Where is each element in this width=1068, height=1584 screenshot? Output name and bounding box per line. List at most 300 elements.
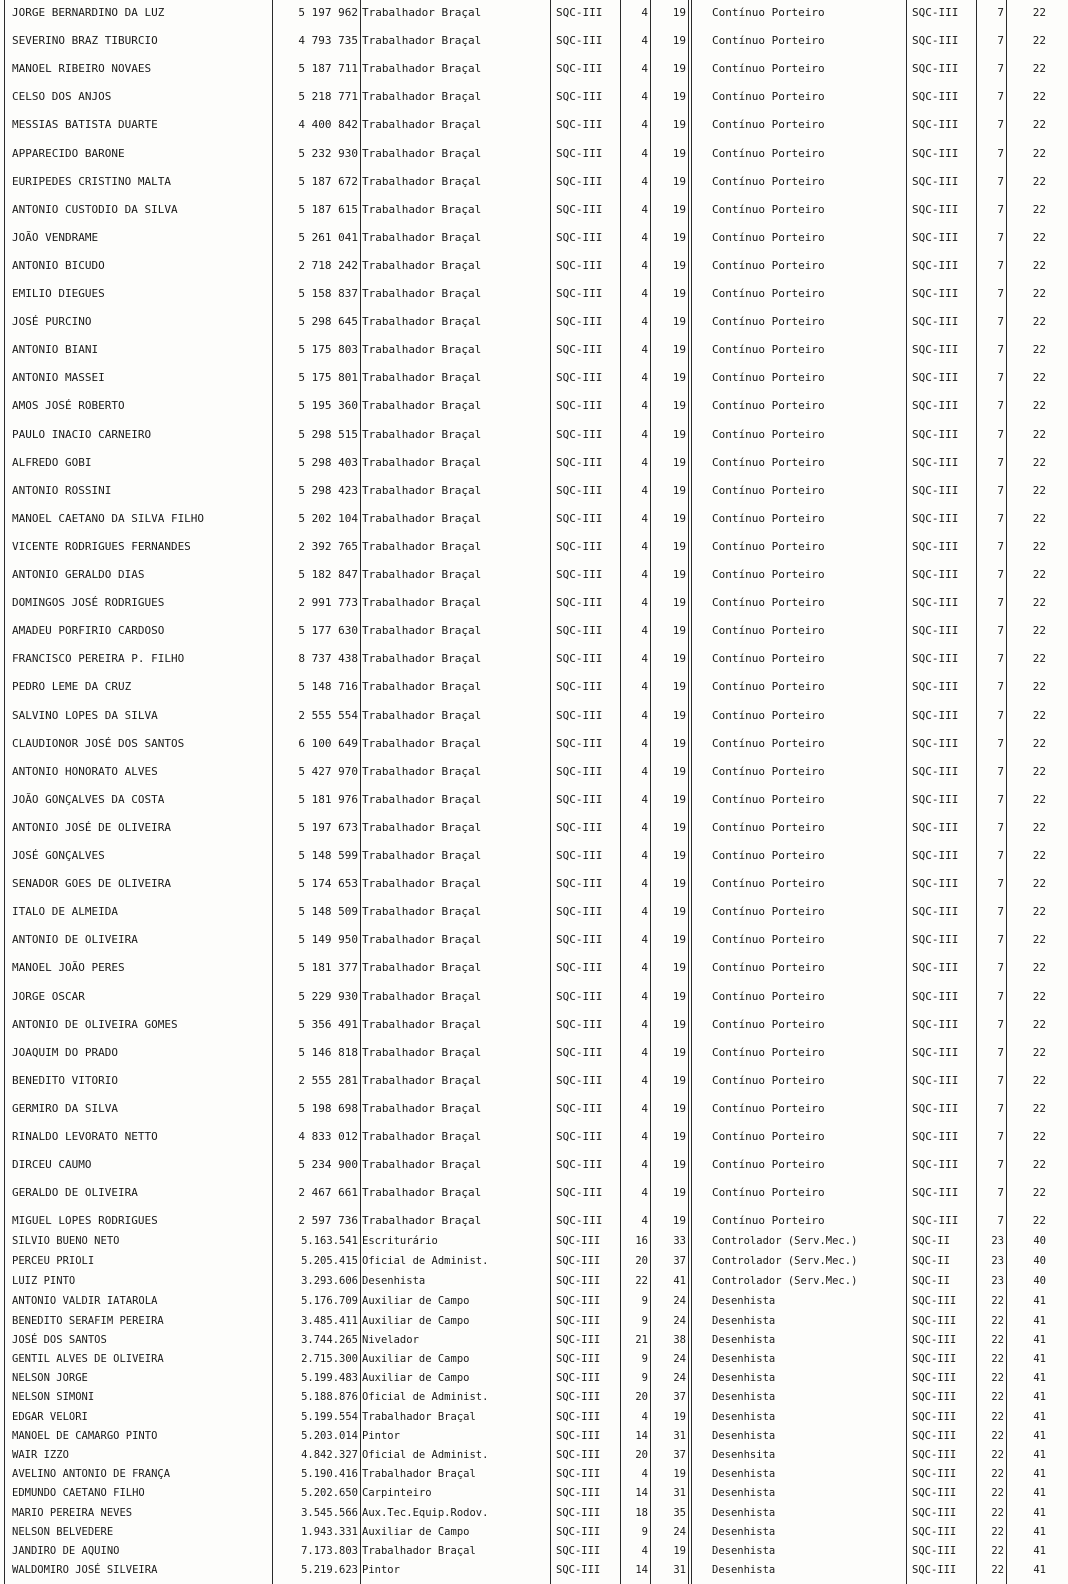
new-amount: 22 xyxy=(1032,34,1046,48)
old-position: Oficial de Administ. xyxy=(362,1391,489,1404)
registration-number: 5 232 930 xyxy=(298,146,358,160)
registration-number: 5 148 716 xyxy=(298,680,358,694)
old-series: SQC-III xyxy=(556,511,603,525)
new-amount: 22 xyxy=(1032,961,1046,975)
new-reference: 7 xyxy=(997,1101,1004,1115)
new-position: Contínuo Porteiro xyxy=(712,62,825,76)
old-reference: 14 xyxy=(635,1429,648,1442)
new-reference: 7 xyxy=(997,1130,1004,1143)
employee-name: SENADOR GOES DE OLIVEIRA xyxy=(12,877,171,891)
employee-name: BENEDITO VITORIO xyxy=(12,1073,118,1087)
new-reference: 7 xyxy=(997,258,1004,272)
new-series: SQC-III xyxy=(912,961,959,975)
old-amount: 19 xyxy=(672,6,686,19)
new-series: SQC-III xyxy=(912,315,959,329)
old-position: Trabalhador Braçal xyxy=(362,764,482,778)
old-series: SQC-III xyxy=(556,1468,601,1481)
new-position: Desenhista xyxy=(712,1372,776,1385)
new-reference: 7 xyxy=(997,6,1004,19)
old-position: Trabalhador Braçal xyxy=(362,146,482,160)
old-amount: 19 xyxy=(672,989,686,1003)
new-position: Contínuo Porteiro xyxy=(712,483,825,497)
old-reference: 9 xyxy=(641,1372,648,1385)
old-series: SQC-III xyxy=(556,1101,603,1115)
registration-number: 3.545.566 xyxy=(301,1506,358,1519)
column-rule xyxy=(550,0,551,1584)
old-amount: 19 xyxy=(672,1214,686,1228)
new-series: SQC-III xyxy=(912,427,959,441)
new-amount: 41 xyxy=(1033,1410,1046,1423)
employee-name: JOSÉ PURCINO xyxy=(12,315,92,329)
employee-name: MANOEL CAETANO DA SILVA FILHO xyxy=(12,511,205,525)
old-amount: 31 xyxy=(673,1429,686,1442)
old-position: Trabalhador Braçal xyxy=(362,680,482,694)
old-series: SQC-III xyxy=(556,624,603,638)
old-position: Auxiliar de Campo xyxy=(362,1525,470,1538)
new-series: SQC-III xyxy=(912,287,959,300)
old-reference: 4 xyxy=(641,230,648,244)
new-position: Contínuo Porteiro xyxy=(712,34,825,48)
old-series: SQC-III xyxy=(556,146,603,160)
old-amount: 31 xyxy=(673,1564,686,1577)
new-position: Contínuo Porteiro xyxy=(712,736,825,750)
registration-number: 5 175 803 xyxy=(298,343,358,357)
old-series: SQC-III xyxy=(556,1506,601,1519)
old-position: Auxiliar de Campo xyxy=(362,1314,470,1327)
registration-number: 5 187 615 xyxy=(298,202,358,216)
old-amount: 19 xyxy=(672,1017,686,1031)
new-reference: 7 xyxy=(997,146,1004,160)
new-reference: 7 xyxy=(997,849,1004,862)
old-series: SQC-III xyxy=(556,905,603,919)
new-amount: 22 xyxy=(1032,399,1046,413)
new-reference: 7 xyxy=(997,174,1004,188)
new-amount: 22 xyxy=(1032,62,1046,76)
new-amount: 40 xyxy=(1033,1235,1046,1248)
old-position: Trabalhador Braçal xyxy=(362,483,482,497)
new-reference: 22 xyxy=(991,1468,1004,1481)
old-position: Trabalhador Braçal xyxy=(362,820,482,834)
old-reference: 4 xyxy=(641,371,648,385)
new-position: Contínuo Porteiro xyxy=(712,820,825,834)
registration-number: 5.176.709 xyxy=(301,1295,358,1308)
employee-name: PEDRO LEME DA CRUZ xyxy=(12,680,132,694)
employee-name: JOAQUIM DO PRADO xyxy=(12,1045,118,1059)
old-reference: 4 xyxy=(641,258,648,272)
employee-name: JORGE BERNARDINO DA LUZ xyxy=(12,6,165,19)
old-series: SQC-III xyxy=(556,989,603,1003)
new-position: Contínuo Porteiro xyxy=(712,6,825,19)
old-reference: 4 xyxy=(641,118,648,132)
old-position: Trabalhador Braçal xyxy=(362,1017,482,1031)
new-position: Contínuo Porteiro xyxy=(712,1158,825,1172)
old-position: Trabalhador Braçal xyxy=(362,1130,482,1143)
registration-number: 5 158 837 xyxy=(298,287,358,300)
employee-name: MANOEL DE CAMARGO PINTO xyxy=(12,1429,158,1442)
old-series: SQC-III xyxy=(556,6,603,19)
new-position: Contínuo Porteiro xyxy=(712,146,825,160)
column-rule xyxy=(688,0,689,1584)
registration-number: 8 737 438 xyxy=(298,652,358,666)
old-amount: 35 xyxy=(673,1506,686,1519)
registration-number: 4 833 012 xyxy=(298,1130,358,1143)
old-reference: 4 xyxy=(641,202,648,216)
new-series: SQC-III xyxy=(912,90,959,104)
employee-name: SEVERINO BRAZ TIBURCIO xyxy=(12,34,158,48)
new-position: Desenhista xyxy=(712,1391,776,1404)
registration-number: 5 195 360 xyxy=(298,399,358,413)
new-series: SQC-III xyxy=(912,511,959,525)
employee-name: MIGUEL LOPES RODRIGUES xyxy=(12,1214,158,1228)
old-amount: 24 xyxy=(673,1314,686,1327)
new-reference: 22 xyxy=(991,1429,1004,1442)
new-series: SQC-III xyxy=(912,652,959,666)
new-reference: 7 xyxy=(997,989,1004,1003)
new-reference: 7 xyxy=(997,1045,1004,1059)
old-series: SQC-III xyxy=(556,1235,601,1248)
new-amount: 22 xyxy=(1032,933,1046,947)
employee-name: ANTONIO DE OLIVEIRA xyxy=(12,933,138,947)
old-amount: 19 xyxy=(672,877,686,891)
registration-number: 7.173.803 xyxy=(301,1545,358,1557)
new-reference: 22 xyxy=(991,1314,1004,1327)
new-amount: 40 xyxy=(1033,1275,1046,1288)
new-amount: 41 xyxy=(1033,1468,1046,1481)
column-rule xyxy=(4,0,5,1584)
old-amount: 19 xyxy=(672,343,686,357)
old-amount: 19 xyxy=(672,427,686,441)
old-amount: 19 xyxy=(672,905,686,919)
old-reference: 4 xyxy=(641,877,648,891)
employee-name: ANTONIO BICUDO xyxy=(12,258,105,272)
registration-number: 3.293.606 xyxy=(301,1275,358,1288)
old-amount: 19 xyxy=(672,792,686,806)
new-series: SQC-III xyxy=(912,1468,957,1481)
old-reference: 4 xyxy=(641,708,648,722)
old-position: Escriturário xyxy=(362,1235,438,1248)
new-position: Contínuo Porteiro xyxy=(712,90,825,104)
employee-name: SALVINO LOPES DA SILVA xyxy=(12,708,158,722)
old-position: Trabalhador Braçal xyxy=(362,624,482,638)
registration-number: 5 198 698 xyxy=(298,1101,358,1115)
employee-name: JANDIRO DE AQUINO xyxy=(12,1545,120,1557)
new-amount: 22 xyxy=(1032,764,1046,778)
old-position: Trabalhador Braçal xyxy=(362,1410,476,1423)
employee-name: RINALDO LEVORATO NETTO xyxy=(12,1130,158,1143)
old-position: Trabalhador Braçal xyxy=(362,230,482,244)
old-reference: 4 xyxy=(641,62,648,76)
old-amount: 19 xyxy=(672,933,686,947)
old-reference: 20 xyxy=(635,1449,648,1461)
registration-number: 5 234 900 xyxy=(298,1158,358,1172)
old-position: Trabalhador Braçal xyxy=(362,877,482,891)
new-series: SQC-III xyxy=(912,6,959,19)
new-series: SQC-III xyxy=(912,1186,959,1200)
old-reference: 4 xyxy=(641,174,648,188)
new-amount: 22 xyxy=(1032,708,1046,722)
old-amount: 19 xyxy=(672,764,686,778)
registration-number: 5 175 801 xyxy=(298,371,358,385)
old-series: SQC-III xyxy=(556,1564,601,1577)
old-position: Trabalhador Braçal xyxy=(362,849,482,862)
new-series: SQC-III xyxy=(912,1410,957,1423)
new-series: SQC-III xyxy=(912,1429,957,1442)
old-position: Trabalhador Braçal xyxy=(362,1101,482,1115)
employee-name: NELSON SIMONI xyxy=(12,1391,95,1404)
new-series: SQC-III xyxy=(912,1333,957,1346)
old-position: Trabalhador Braçal xyxy=(362,905,482,919)
old-amount: 24 xyxy=(673,1353,686,1365)
old-series: SQC-III xyxy=(556,483,603,497)
old-amount: 33 xyxy=(673,1235,686,1248)
new-position: Contínuo Porteiro xyxy=(712,680,825,694)
old-amount: 19 xyxy=(672,849,686,862)
new-series: SQC-III xyxy=(912,1564,957,1577)
new-position: Contínuo Porteiro xyxy=(712,1017,825,1031)
old-amount: 37 xyxy=(673,1449,686,1461)
old-reference: 4 xyxy=(641,343,648,357)
old-series: SQC-III xyxy=(556,230,603,244)
old-series: SQC-III xyxy=(556,1130,603,1143)
old-position: Trabalhador Braçal xyxy=(362,455,482,469)
old-amount: 19 xyxy=(672,90,686,104)
new-amount: 22 xyxy=(1032,90,1046,104)
column-rule xyxy=(620,0,621,1584)
new-position: Contínuo Porteiro xyxy=(712,652,825,666)
new-amount: 22 xyxy=(1032,315,1046,329)
registration-number: 5 298 515 xyxy=(298,427,358,441)
new-reference: 7 xyxy=(997,877,1004,891)
new-series: SQC-III xyxy=(912,736,959,750)
old-reference: 4 xyxy=(641,90,648,104)
old-reference: 4 xyxy=(641,1045,648,1059)
registration-number: 2 392 765 xyxy=(298,539,358,553)
new-reference: 7 xyxy=(997,483,1004,497)
employee-name: ITALO DE ALMEIDA xyxy=(12,905,118,919)
old-series: SQC-III xyxy=(556,1429,601,1442)
old-position: Pintor xyxy=(362,1429,400,1442)
new-series: SQC-III xyxy=(912,202,959,216)
old-series: SQC-III xyxy=(556,792,603,806)
old-amount: 19 xyxy=(672,1130,686,1143)
column-rule xyxy=(272,0,273,1584)
old-position: Trabalhador Braçal xyxy=(362,258,482,272)
new-amount: 40 xyxy=(1033,1255,1046,1268)
old-series: SQC-III xyxy=(556,961,603,975)
registration-number: 5 177 630 xyxy=(298,624,358,638)
old-position: Trabalhador Braçal xyxy=(362,1468,476,1481)
new-position: Contínuo Porteiro xyxy=(712,1045,825,1059)
old-series: SQC-III xyxy=(556,596,603,610)
registration-number: 2 467 661 xyxy=(298,1186,358,1200)
new-reference: 7 xyxy=(997,736,1004,750)
new-reference: 7 xyxy=(997,1158,1004,1172)
old-amount: 19 xyxy=(672,399,686,413)
old-series: SQC-III xyxy=(556,455,603,469)
old-position: Trabalhador Braçal xyxy=(362,933,482,947)
new-amount: 22 xyxy=(1032,792,1046,806)
new-position: Contínuo Porteiro xyxy=(712,511,825,525)
old-reference: 4 xyxy=(641,1158,648,1172)
old-position: Trabalhador Braçal xyxy=(362,6,482,19)
new-series: SQC-III xyxy=(912,708,959,722)
employee-name: GERMIRO DA SILVA xyxy=(12,1101,118,1115)
old-reference: 4 xyxy=(641,399,648,413)
employee-name: EDMUNDO CAETANO FILHO xyxy=(12,1487,145,1500)
old-series: SQC-III xyxy=(556,1525,601,1538)
new-series: SQC-III xyxy=(912,1506,957,1519)
new-amount: 22 xyxy=(1032,820,1046,834)
registration-number: 1.943.331 xyxy=(301,1525,358,1538)
employee-name: JOSÉ GONÇALVES xyxy=(12,849,105,862)
employee-name: EMILIO DIEGUES xyxy=(12,287,105,300)
new-amount: 41 xyxy=(1033,1506,1046,1519)
old-series: SQC-III xyxy=(556,1410,601,1423)
new-series: SQC-III xyxy=(912,1158,959,1172)
old-reference: 9 xyxy=(641,1525,648,1538)
new-position: Desenhista xyxy=(712,1353,776,1365)
registration-number: 5 187 672 xyxy=(298,174,358,188)
new-position: Contínuo Porteiro xyxy=(712,989,825,1003)
new-reference: 7 xyxy=(997,1017,1004,1031)
old-series: SQC-III xyxy=(556,1017,603,1031)
old-position: Trabalhador Braçal xyxy=(362,1073,482,1087)
old-position: Trabalhador Braçal xyxy=(362,343,482,357)
old-position: Oficial de Administ. xyxy=(362,1449,489,1461)
old-amount: 19 xyxy=(672,315,686,329)
registration-number: 5 202 104 xyxy=(298,511,358,525)
new-position: Contínuo Porteiro xyxy=(712,258,825,272)
old-reference: 4 xyxy=(641,1186,648,1200)
old-reference: 14 xyxy=(635,1564,648,1577)
old-amount: 19 xyxy=(672,118,686,132)
registration-number: 2.715.300 xyxy=(301,1353,358,1365)
old-position: Nivelador xyxy=(362,1333,419,1346)
old-series: SQC-III xyxy=(556,1186,603,1200)
new-reference: 7 xyxy=(997,539,1004,553)
new-amount: 22 xyxy=(1032,905,1046,919)
old-series: SQC-III xyxy=(556,118,603,132)
new-series: SQC-III xyxy=(912,764,959,778)
new-amount: 41 xyxy=(1033,1333,1046,1346)
registration-number: 6 100 649 xyxy=(298,736,358,750)
new-reference: 7 xyxy=(997,455,1004,469)
employee-name: AVELINO ANTONIO DE FRANÇA xyxy=(12,1468,171,1481)
new-reference: 7 xyxy=(997,343,1004,357)
new-position: Desenhista xyxy=(712,1468,776,1481)
new-reference: 7 xyxy=(997,90,1004,104)
old-amount: 19 xyxy=(672,146,686,160)
old-reference: 16 xyxy=(635,1235,648,1248)
new-series: SQC-III xyxy=(912,174,959,188)
old-series: SQC-III xyxy=(556,1314,601,1327)
new-reference: 7 xyxy=(997,820,1004,834)
new-position: Contínuo Porteiro xyxy=(712,708,825,722)
new-reference: 22 xyxy=(991,1391,1004,1404)
registration-number: 5 148 509 xyxy=(298,905,358,919)
employee-name: ANTONIO CUSTODIO DA SILVA xyxy=(12,202,178,216)
new-position: Contínuo Porteiro xyxy=(712,764,825,778)
old-reference: 4 xyxy=(641,455,648,469)
new-position: Contínuo Porteiro xyxy=(712,568,825,581)
employee-name: MARIO PEREIRA NEVES xyxy=(12,1506,133,1519)
old-series: SQC-III xyxy=(556,343,603,357)
old-reference: 4 xyxy=(641,680,648,694)
new-series: SQC-III xyxy=(912,399,959,413)
new-reference: 7 xyxy=(997,1214,1004,1228)
new-series: SQC-III xyxy=(912,877,959,891)
old-reference: 4 xyxy=(641,989,648,1003)
old-series: SQC-III xyxy=(556,539,603,553)
new-series: SQC-III xyxy=(912,1391,957,1404)
old-position: Oficial de Administ. xyxy=(362,1255,489,1268)
old-reference: 9 xyxy=(641,1295,648,1308)
new-reference: 7 xyxy=(997,427,1004,441)
old-series: SQC-III xyxy=(556,34,603,48)
old-series: SQC-III xyxy=(556,820,603,834)
new-position: Desenhsita xyxy=(712,1449,776,1461)
employee-name: JORGE OSCAR xyxy=(12,989,85,1003)
old-amount: 19 xyxy=(672,230,686,244)
new-reference: 22 xyxy=(991,1295,1004,1308)
column-rule xyxy=(1006,0,1007,1584)
new-series: SQC-III xyxy=(912,1545,957,1557)
old-position: Trabalhador Braçal xyxy=(362,989,482,1003)
old-position: Trabalhador Braçal xyxy=(362,708,482,722)
old-position: Trabalhador Braçal xyxy=(362,34,482,48)
old-reference: 4 xyxy=(641,483,648,497)
new-series: SQC-III xyxy=(912,1130,959,1143)
old-reference: 4 xyxy=(641,1214,648,1228)
old-position: Desenhista xyxy=(362,1275,426,1288)
new-position: Contínuo Porteiro xyxy=(712,961,825,975)
registration-number: 5.188.876 xyxy=(301,1391,358,1404)
registration-number: 5.205.415 xyxy=(301,1255,358,1268)
new-series: SQC-III xyxy=(912,1214,959,1228)
new-series: SQC-III xyxy=(912,792,959,806)
employee-name: SILVIO BUENO NETO xyxy=(12,1235,120,1248)
old-series: SQC-III xyxy=(556,1449,601,1461)
registration-number: 5 187 711 xyxy=(298,62,358,76)
old-amount: 38 xyxy=(673,1333,686,1346)
registration-number: 2 555 554 xyxy=(298,708,358,722)
new-reference: 22 xyxy=(991,1410,1004,1423)
new-reference: 7 xyxy=(997,764,1004,778)
old-amount: 19 xyxy=(672,680,686,694)
old-reference: 4 xyxy=(641,792,648,806)
new-amount: 22 xyxy=(1032,1186,1046,1200)
old-reference: 20 xyxy=(635,1391,648,1404)
registration-number: 5.163.541 xyxy=(301,1235,358,1248)
new-amount: 22 xyxy=(1032,1130,1046,1143)
old-series: SQC-III xyxy=(556,849,603,862)
old-reference: 4 xyxy=(641,539,648,553)
employee-name: DOMINGOS JOSÉ RODRIGUES xyxy=(12,596,165,610)
registration-number: 5 146 818 xyxy=(298,1045,358,1059)
new-amount: 41 xyxy=(1033,1545,1046,1557)
new-reference: 7 xyxy=(997,1186,1004,1200)
old-position: Trabalhador Braçal xyxy=(362,399,482,413)
new-amount: 22 xyxy=(1032,146,1046,160)
employee-name: MANOEL RIBEIRO NOVAES xyxy=(12,62,152,76)
new-position: Contínuo Porteiro xyxy=(712,343,825,357)
registration-number: 5.219.623 xyxy=(301,1564,358,1577)
new-amount: 22 xyxy=(1032,427,1046,441)
new-reference: 7 xyxy=(997,961,1004,975)
new-reference: 7 xyxy=(997,680,1004,694)
old-reference: 4 xyxy=(641,1073,648,1087)
employee-name: NELSON JORGE xyxy=(12,1372,88,1385)
